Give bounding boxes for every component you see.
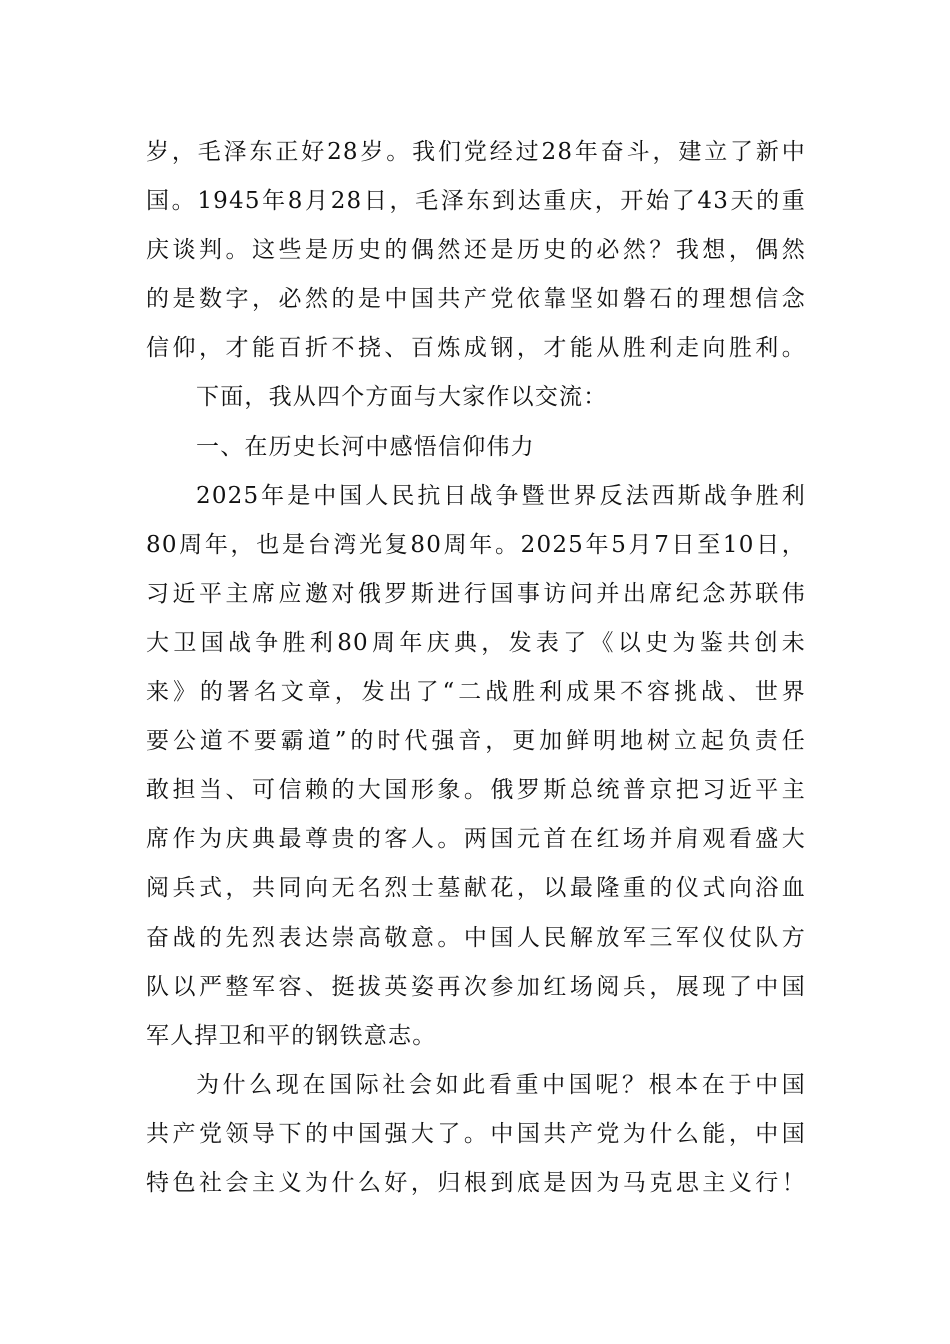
text-line: 大卫国战争胜利80周年庆典，发表了《以史为鉴共创未 <box>146 629 806 656</box>
text-line: 2025年是中国人民抗日战争暨世界反法西斯战争胜利 <box>196 482 806 509</box>
text-line: 队以严整军容、挺拔英姿再次参加红场阅兵，展现了中国 <box>146 973 806 1000</box>
text-line: 共产党领导下的中国强大了。中国共产党为什么能，中国 <box>146 1120 806 1147</box>
text-line: 席作为庆典最尊贵的客人。两国元首在红场并肩观看盛大 <box>146 826 806 853</box>
document-body <box>146 128 806 1208</box>
text-line: 下面，我从四个方面与大家作以交流： <box>196 384 608 411</box>
text-line: 军人捍卫和平的钢铁意志。 <box>146 1022 437 1049</box>
text-line: 为什么现在国际社会如此看重中国呢？根本在于中国 <box>196 1071 806 1098</box>
text-line: 80周年，也是台湾光复80周年。2025年5月7日至10日， <box>146 531 806 558</box>
text-line: 来》的署名文章，发出了“二战胜利成果不容挑战、世界 <box>146 679 806 706</box>
text-line: 的是数字，必然的是中国共产党依靠坚如磐石的理想信念 <box>146 286 806 313</box>
text-line: 岁，毛泽东正好28岁。我们党经过28年奋斗，建立了新中 <box>146 139 806 165</box>
text-line: 特色社会主义为什么好，归根到底是因为马克思主义行！ <box>146 1169 806 1196</box>
text-line: 敢担当、可信赖的大国形象。俄罗斯总统普京把习近平主 <box>146 777 806 804</box>
text-line: 习近平主席应邀对俄罗斯进行国事访问并出席纪念苏联伟 <box>146 580 806 607</box>
text-line: 国。1945年8月28日，毛泽东到达重庆，开始了43天的重 <box>146 188 806 215</box>
text-line: 要公道不要霸道”的时代强音，更加鲜明地树立起负责任 <box>146 728 806 755</box>
text-line: 庆谈判。这些是历史的偶然还是历史的必然？我想，偶然 <box>146 237 806 264</box>
text-line: 信仰，才能百折不挠、百炼成钢，才能从胜利走向胜利。 <box>146 335 806 362</box>
text-line: 阅兵式，共同向无名烈士墓献花，以最隆重的仪式向浴血 <box>146 875 806 902</box>
text-line: 奋战的先烈表达崇高敬意。中国人民解放军三军仪仗队方 <box>146 924 806 951</box>
section-heading: 一、在历史长河中感悟信仰伟力 <box>196 433 535 460</box>
